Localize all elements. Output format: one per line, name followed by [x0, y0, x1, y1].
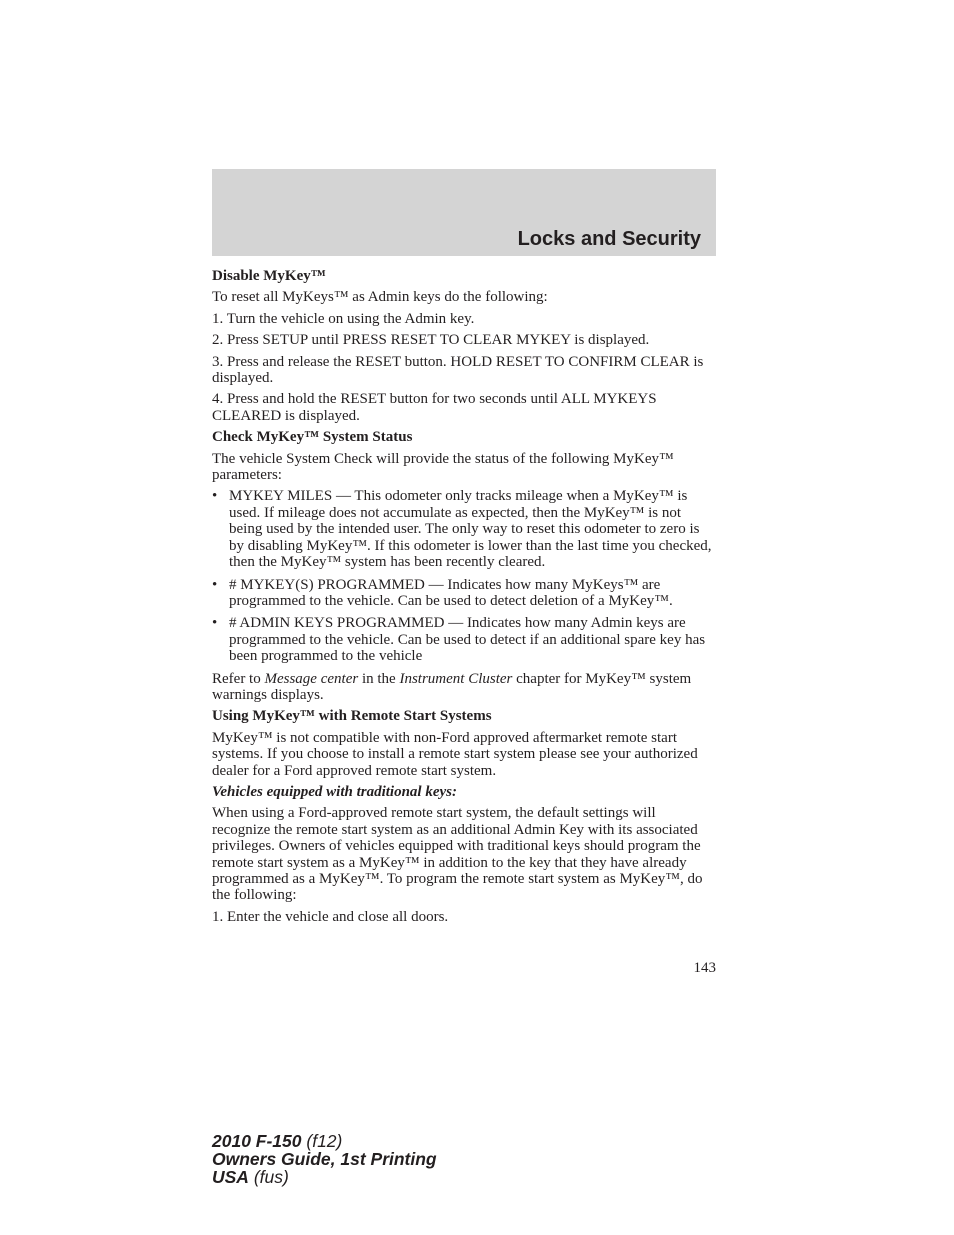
page-content: [212, 268, 716, 930]
traditional-keys-subheading: Vehicles equipped with traditional keys:: [212, 783, 458, 800]
remote-start-heading: Using MyKey™ with Remote Start Systems: [212, 708, 492, 725]
remote-step-1: 1. Enter the vehicle and close all doors.: [212, 908, 449, 925]
message-center-reference: Message center: [264, 670, 359, 687]
refer-paragraph: [212, 671, 716, 704]
list-item-text: # MYKEY(S) PROGRAMMED — Indicates how many MyKeys™ are programmed to the vehicle. Can be used to detect deletion of a MyKey™.: [229, 576, 673, 609]
list-item: [212, 577, 716, 610]
disable-mykey-heading: Disable MyKey™: [212, 268, 326, 284]
disable-step-4: 4. Press and hold the RESET button for two seconds until ALL MYKEYS CLEARED is displayed.: [212, 391, 657, 424]
list-item: [212, 615, 716, 664]
chapter-header-band: [212, 169, 716, 256]
bullet-icon: •: [212, 576, 218, 593]
footer-model-code: (f12): [301, 1131, 343, 1151]
remote-start-paragraph: MyKey™ is not compatible with non-Ford approved aftermarket remote start systems. If you choose to install a remote start system please see your authorized dealer for a Ford approved remote start system.: [212, 729, 698, 779]
document-footer: [212, 1132, 437, 1186]
refer-text: in the: [358, 670, 400, 687]
disable-step-3: 3. Press and release the RESET button. HOLD RESET TO CONFIRM CLEAR is displayed.: [212, 353, 704, 387]
page-number: 143: [693, 960, 716, 976]
list-item: [212, 488, 716, 570]
disable-intro: To reset all MyKeys™ as Admin keys do the following:: [212, 289, 548, 306]
footer-model: 2010 F-150: [212, 1131, 302, 1151]
list-item-text: # ADMIN KEYS PROGRAMMED — Indicates how many Admin keys are programmed to the vehicle. Can be used to detect if an additional spare key has been programmed to the vehicle: [229, 615, 706, 665]
bullet-icon: •: [212, 488, 218, 505]
footer-line-2: Owners Guide, 1st Printing: [212, 1149, 437, 1169]
disable-step-1: 1. Turn the vehicle on using the Admin key.: [212, 310, 475, 327]
check-status-heading: Check MyKey™ System Status: [212, 429, 413, 446]
traditional-keys-paragraph: When using a Ford-approved remote start system, the default settings will recognize the remote start system as an additional Admin Key with its associated privileges. Owners of vehicles equipped with traditional keys should program the remote start system as a MyKey™ in addition to the key that they have already programmed as a MyKey™. To program the remote start system as MyKey™, do the following:: [212, 805, 703, 904]
status-parameter-list: [212, 488, 716, 664]
refer-text: Refer to: [212, 670, 265, 687]
footer-line-1: [212, 1132, 437, 1150]
footer-line-3: [212, 1168, 437, 1186]
list-item-text: MYKEY MILES — This odometer only tracks mileage when a MyKey™ is used. If mileage does not accumulate as expected, then the MyKey™ is not being used by the intended user. The only way to reset this odometer to zero is by disabling MyKey™. If this odometer is lower than the last time you checked, then the MyKey™ system has been recently cleared.: [229, 488, 712, 571]
footer-market: USA: [212, 1167, 249, 1187]
check-intro: The vehicle System Check will provide the status of the following MyKey™ parameters:: [212, 450, 674, 484]
chapter-title: Locks and Security: [517, 228, 701, 250]
footer-market-code: (fus): [248, 1167, 289, 1187]
instrument-cluster-reference: Instrument Cluster: [399, 670, 513, 687]
bullet-icon: •: [212, 615, 218, 632]
disable-step-2: 2. Press SETUP until PRESS RESET TO CLEAR MYKEY is displayed.: [212, 332, 650, 349]
refer-text: chapter for MyKey™ system warnings displays.: [212, 670, 692, 703]
